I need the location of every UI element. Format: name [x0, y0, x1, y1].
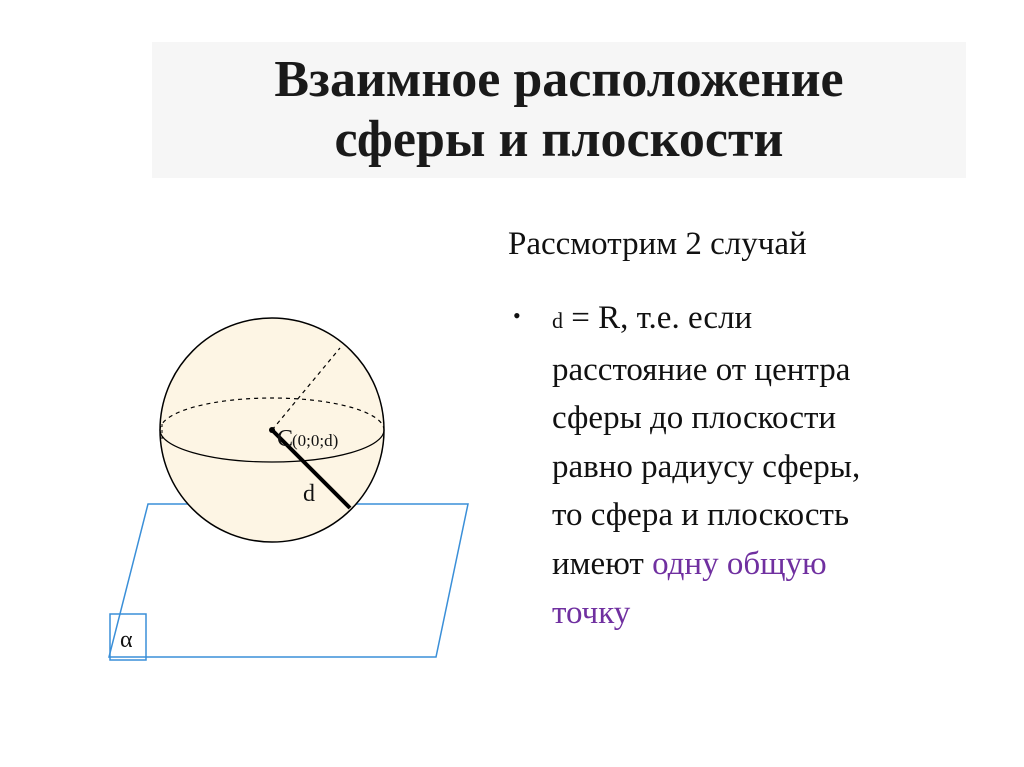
- bullet-line-4: равно радиусу сферы,: [552, 448, 861, 485]
- center-label-letter: C: [277, 426, 294, 452]
- highlight-point: точку: [552, 594, 631, 631]
- slide-title-line-2: сферы и плоскости: [334, 111, 784, 168]
- bullet-line-2: расстояние от центра: [552, 351, 851, 388]
- d-variable: d: [552, 308, 563, 333]
- bullet-line-5: то сфера и плоскость: [552, 497, 850, 534]
- slide-title-line-1: Взаимное расположение: [274, 51, 844, 108]
- highlight-one-common: одну общую: [652, 545, 827, 582]
- center-label-coords: (0;0;d): [292, 431, 339, 450]
- alpha-label: α: [120, 627, 133, 653]
- equals-r-text: = R, т.е. если: [563, 300, 753, 336]
- intro-text: Рассмотрим 2 случай: [508, 226, 807, 262]
- bullet-marker: •: [513, 303, 521, 328]
- bullet-line-3: сферы до плоскости: [552, 400, 837, 437]
- bullet-line-6-plain: имеют: [552, 545, 653, 582]
- center-point: [269, 427, 275, 433]
- distance-label: d: [303, 481, 315, 507]
